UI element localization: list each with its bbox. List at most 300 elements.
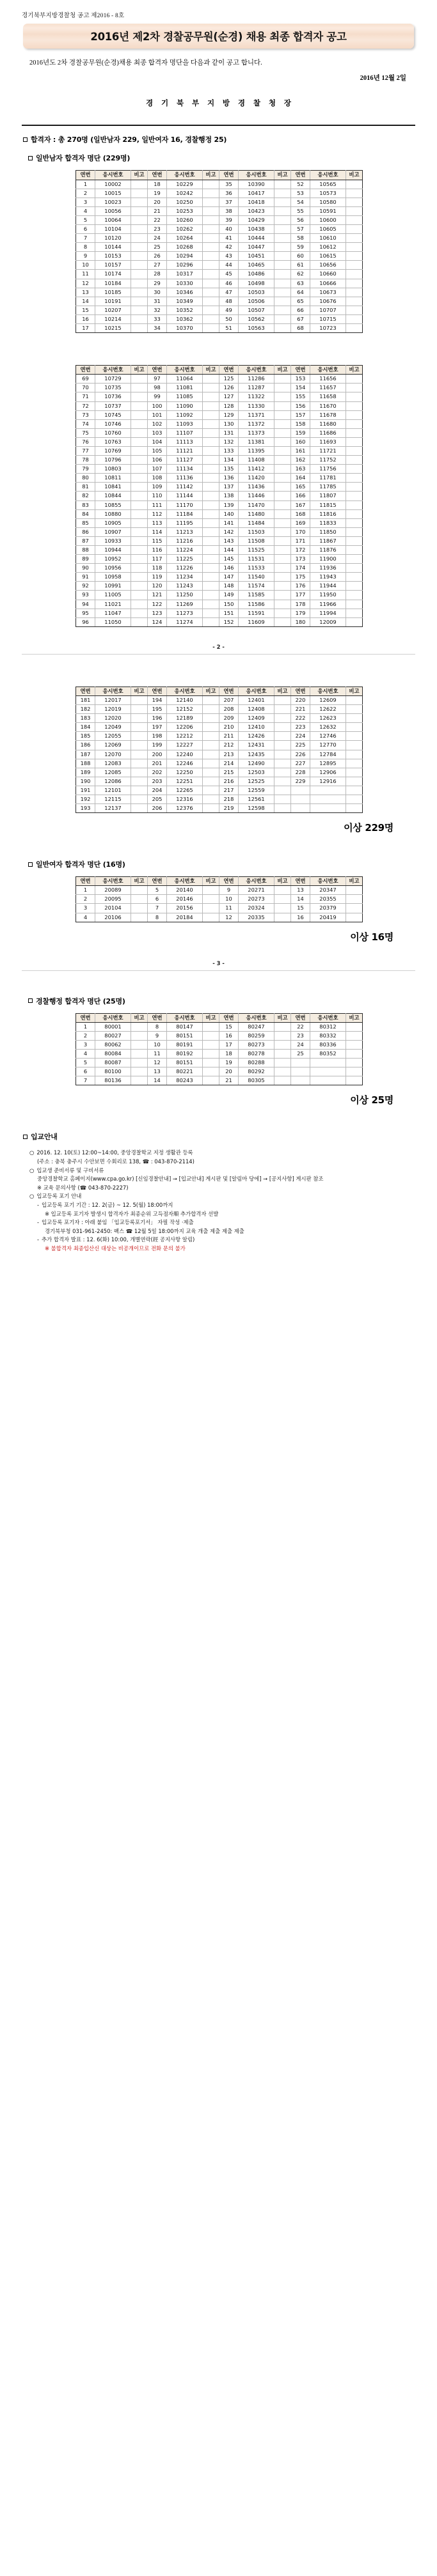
male-total: 이상 229명 [344, 822, 393, 834]
table-row [76, 456, 363, 465]
cell-remark [346, 215, 363, 224]
cell-exam-no: 20324 [239, 904, 274, 913]
cell-remark [131, 401, 148, 410]
cell-exam-no: 80084 [95, 1050, 131, 1059]
cell-seq: 87 [76, 536, 95, 545]
table-row [76, 904, 363, 913]
cell-remark [274, 1040, 291, 1049]
table-row [76, 252, 363, 261]
cell-exam-no: 10841 [95, 483, 131, 492]
cell-remark [131, 509, 148, 518]
cell-seq: 15 [76, 306, 95, 314]
cell-remark [203, 410, 219, 419]
cell-remark [203, 270, 219, 279]
cell-seq: 120 [148, 582, 167, 591]
cell-exam-no: 10465 [239, 261, 274, 270]
cell-seq: 201 [148, 759, 167, 768]
cell-seq: 144 [219, 546, 239, 555]
col-header-no: 연번 [76, 171, 95, 180]
cell-seq: 159 [291, 428, 310, 437]
cell-exam-no: 10745 [95, 410, 131, 419]
cell-remark [203, 456, 219, 465]
cell-remark [274, 759, 291, 768]
cell-exam-no: 80136 [95, 1076, 131, 1085]
col-header-no: 연번 [219, 687, 239, 695]
cell-exam-no: 11678 [310, 410, 346, 419]
cell-exam-no: 12561 [239, 795, 274, 803]
cell-remark [131, 768, 148, 777]
col-header-exam_no: 응시번호 [239, 366, 274, 375]
table-row [76, 474, 363, 483]
cell-exam-no: 80062 [95, 1040, 131, 1049]
cell-seq: 20 [219, 1067, 239, 1076]
cell-exam-no: 11184 [167, 509, 203, 518]
table-row [76, 384, 363, 392]
cell-exam-no: 10015 [95, 189, 131, 198]
cell-remark [131, 234, 148, 243]
cell-remark [346, 518, 363, 527]
cell-seq: 99 [148, 392, 167, 401]
cell-exam-no: 12376 [167, 804, 203, 813]
cell-remark [131, 261, 148, 270]
cell-exam-no: 11090 [167, 401, 203, 410]
cell-exam-no: 11064 [167, 375, 203, 384]
notice-documents-text: 입교생 준비서류 및 구비서류 [36, 1167, 104, 1174]
cell-seq: 96 [76, 617, 95, 626]
cell-exam-no: 80305 [239, 1076, 274, 1085]
cell-seq: 142 [219, 527, 239, 536]
cell-seq: 217 [219, 786, 239, 795]
cell-seq: 133 [219, 446, 239, 455]
col-header-remark: 비고 [274, 687, 291, 695]
cell-seq: 163 [291, 465, 310, 474]
cell-exam-no: 80292 [239, 1067, 274, 1076]
cell-exam-no: 10423 [239, 206, 274, 215]
cell-exam-no: 10907 [95, 527, 131, 536]
cell-exam-no: 12916 [310, 777, 346, 786]
table-row [76, 1067, 363, 1076]
cell-remark [203, 759, 219, 768]
cell-seq: 5 [76, 1059, 95, 1067]
cell-remark [346, 392, 363, 401]
cell-remark [346, 410, 363, 419]
cell-remark [346, 609, 363, 617]
cell-seq [291, 804, 310, 813]
cell-exam-no [310, 804, 346, 813]
cell-remark [131, 1050, 148, 1059]
male-table-1-wrap [23, 170, 415, 333]
cell-remark [131, 410, 148, 419]
cell-exam-no: 12137 [95, 804, 131, 813]
cell-seq: 154 [291, 384, 310, 392]
cell-exam-no: 11286 [239, 375, 274, 384]
notice-body [23, 1149, 415, 1253]
cell-seq: 164 [291, 474, 310, 483]
table-row [76, 527, 363, 536]
cell-exam-no: 80192 [167, 1050, 203, 1059]
cell-seq: 147 [219, 573, 239, 582]
col-header-exam_no: 응시번호 [95, 687, 131, 695]
notice-item-date [29, 1149, 415, 1158]
cell-exam-no: 11721 [310, 446, 346, 455]
cell-remark [131, 456, 148, 465]
cell-seq: 12 [219, 913, 239, 922]
horizontal-double-rule [22, 125, 415, 126]
cell-seq: 226 [291, 750, 310, 759]
cell-remark [131, 324, 148, 333]
cell-seq: 121 [148, 591, 167, 600]
cell-seq: 211 [219, 732, 239, 741]
cell-remark [203, 297, 219, 306]
cell-seq: 44 [219, 261, 239, 270]
cell-remark [274, 437, 291, 446]
cell-seq: 104 [148, 437, 167, 446]
cell-remark [274, 895, 291, 904]
cell-seq: 57 [291, 225, 310, 234]
cell-remark [131, 564, 148, 573]
cell-remark [131, 419, 148, 428]
cell-exam-no: 11480 [239, 509, 274, 518]
cell-exam-no: 10673 [310, 288, 346, 297]
cell-exam-no: 11508 [239, 536, 274, 545]
cell-exam-no: 10330 [167, 279, 203, 288]
cell-seq: 8 [148, 1022, 167, 1031]
table-row [76, 314, 363, 323]
cell-seq: 6 [76, 225, 95, 234]
square-bullet-icon [23, 1135, 28, 1139]
cell-seq: 30 [148, 288, 167, 297]
cell-seq: 222 [291, 714, 310, 723]
male-pass-list-table-3 [75, 687, 363, 813]
cell-seq: 140 [219, 509, 239, 518]
cell-remark [131, 270, 148, 279]
cell-remark [203, 546, 219, 555]
table-row [76, 913, 363, 922]
cell-remark [131, 582, 148, 591]
cell-seq: 122 [148, 600, 167, 609]
cell-remark [346, 234, 363, 243]
cell-seq: 5 [148, 886, 167, 895]
cell-remark [203, 492, 219, 500]
cell-exam-no: 11134 [167, 465, 203, 474]
cell-exam-no: 12426 [239, 732, 274, 741]
table-row [76, 392, 363, 401]
notice-item-announcement [37, 1236, 415, 1245]
table-row [76, 1059, 363, 1067]
cell-seq: 63 [291, 279, 310, 288]
cell-seq: 28 [148, 270, 167, 279]
table-row [76, 795, 363, 803]
table-row [76, 375, 363, 384]
cell-exam-no: 12189 [167, 714, 203, 723]
cell-exam-no: 11371 [239, 410, 274, 419]
cell-seq: 139 [219, 500, 239, 509]
cell-seq: 1 [76, 886, 95, 895]
col-header-no: 연번 [291, 877, 310, 886]
cell-seq: 146 [219, 564, 239, 573]
cell-exam-no: 12246 [167, 759, 203, 768]
table-row [76, 500, 363, 509]
cell-remark [346, 804, 363, 813]
cell-exam-no: 12906 [310, 768, 346, 777]
cell-seq: 14 [291, 895, 310, 904]
table-row [76, 741, 363, 750]
table-row [76, 324, 363, 333]
cell-exam-no: 11533 [239, 564, 274, 573]
cell-exam-no: 11372 [239, 419, 274, 428]
cell-remark [274, 306, 291, 314]
cell-remark [274, 705, 291, 714]
cell-exam-no: 11234 [167, 573, 203, 582]
col-header-no: 연번 [291, 171, 310, 180]
cell-remark [346, 777, 363, 786]
cell-exam-no: 12622 [310, 705, 346, 714]
cell-exam-no: 11850 [310, 527, 346, 536]
col-header-remark: 비고 [346, 366, 363, 375]
cell-remark [274, 786, 291, 795]
cell-exam-no: 10507 [239, 306, 274, 314]
cell-seq: 26 [148, 252, 167, 261]
table-row [76, 617, 363, 626]
cell-remark [346, 252, 363, 261]
cell-remark [203, 600, 219, 609]
cell-seq: 53 [291, 189, 310, 198]
square-bullet-icon [28, 156, 33, 160]
cell-exam-no: 10605 [310, 225, 346, 234]
cell-exam-no: 20095 [95, 895, 131, 904]
cell-exam-no: 11408 [239, 456, 274, 465]
cell-seq: 208 [219, 705, 239, 714]
cell-exam-no: 11785 [310, 483, 346, 492]
notice-item-withdrawal [29, 1192, 415, 1201]
document-number: 경기북부지방경찰청 공고 제2016 - 8호 [22, 13, 125, 19]
cell-remark [203, 437, 219, 446]
col-header-exam_no: 응시번호 [95, 877, 131, 886]
cell-remark [131, 474, 148, 483]
cell-remark [346, 695, 363, 704]
table-row [76, 714, 363, 723]
table-row [76, 428, 363, 437]
table-row [76, 886, 363, 895]
cell-exam-no: 10905 [95, 518, 131, 527]
cell-exam-no: 80247 [239, 1022, 274, 1031]
cell-seq: 181 [76, 695, 95, 704]
male-section-label: 일반남자 합격자 명단 (229명) [36, 154, 131, 163]
square-bullet-icon [28, 862, 33, 867]
cell-seq: 187 [76, 750, 95, 759]
col-header-no: 연번 [219, 877, 239, 886]
cell-exam-no: 20419 [310, 913, 346, 922]
cell-remark [346, 288, 363, 297]
cell-remark [203, 804, 219, 813]
cell-seq: 166 [291, 492, 310, 500]
cell-seq: 72 [76, 401, 95, 410]
cell-seq: 17 [219, 1040, 239, 1049]
cell-exam-no: 11944 [310, 582, 346, 591]
table-row [76, 1040, 363, 1049]
cell-seq: 188 [76, 759, 95, 768]
cell-seq: 42 [219, 243, 239, 252]
cell-exam-no: 12401 [239, 695, 274, 704]
notice-item-withdrawal-period [37, 1201, 415, 1210]
cell-seq: 7 [76, 234, 95, 243]
cell-exam-no: 10296 [167, 261, 203, 270]
cell-seq: 196 [148, 714, 167, 723]
cell-seq: 180 [291, 617, 310, 626]
cell-exam-no: 20335 [239, 913, 274, 922]
male-table-2-wrap [23, 365, 415, 627]
col-header-exam_no: 응시번호 [95, 1013, 131, 1022]
cell-remark [274, 546, 291, 555]
cell-exam-no: 10944 [95, 546, 131, 555]
cell-remark [346, 419, 363, 428]
cell-remark [203, 500, 219, 509]
notice-website-text: 중앙경찰학교 홈페이지(www.cpa.go.kr) [신임경찰안내] → [입교안내] 게시판 및 [알림마 당에] → [공지사항] 게시판 참조 [37, 1175, 324, 1183]
col-header-exam_no: 응시번호 [239, 171, 274, 180]
cell-exam-no: 11670 [310, 401, 346, 410]
cell-exam-no: 10185 [95, 288, 131, 297]
cell-seq: 184 [76, 723, 95, 732]
col-header-no: 연번 [148, 366, 167, 375]
square-bullet-icon [23, 137, 28, 142]
cell-remark [131, 1059, 148, 1067]
cell-exam-no: 11047 [95, 609, 131, 617]
cell-exam-no: 10763 [95, 437, 131, 446]
cell-remark [203, 279, 219, 288]
col-header-remark: 비고 [274, 877, 291, 886]
cell-remark [274, 555, 291, 564]
cell-exam-no: 10002 [95, 180, 131, 189]
cell-exam-no: 12408 [239, 705, 274, 714]
cell-remark [274, 279, 291, 288]
cell-remark [203, 1040, 219, 1049]
cell-seq: 82 [76, 492, 95, 500]
cell-exam-no: 80100 [95, 1067, 131, 1076]
cell-exam-no: 10952 [95, 555, 131, 564]
notice-announcement-text: 추가 합격자 발표 : 12. 6(화) 10:00, 개별연락(經 공지사항 알림) [42, 1236, 195, 1243]
cell-exam-no: 10498 [239, 279, 274, 288]
cell-seq: 209 [219, 714, 239, 723]
cell-seq: 3 [76, 198, 95, 206]
male-pass-list-table-2 [75, 365, 363, 627]
cell-remark [203, 1059, 219, 1067]
col-header-remark: 비고 [131, 877, 148, 886]
cell-exam-no: 10317 [167, 270, 203, 279]
cell-exam-no: 11833 [310, 518, 346, 527]
table-row [76, 555, 363, 564]
cell-exam-no: 11081 [167, 384, 203, 392]
cell-exam-no: 20104 [95, 904, 131, 913]
cell-exam-no: 10451 [239, 252, 274, 261]
cell-exam-no: 20355 [310, 895, 346, 904]
cell-exam-no: 10260 [167, 215, 203, 224]
cell-exam-no: 11807 [310, 492, 346, 500]
cell-remark [203, 1067, 219, 1076]
cell-exam-no: 80087 [95, 1059, 131, 1067]
cell-seq: 134 [219, 456, 239, 465]
table-row [76, 804, 363, 813]
cell-seq: 19 [219, 1059, 239, 1067]
cell-seq: 177 [291, 591, 310, 600]
cell-seq: 206 [148, 804, 167, 813]
cell-seq: 221 [291, 705, 310, 714]
cell-remark [203, 895, 219, 904]
cell-remark [346, 375, 363, 384]
admin-section-label: 경찰행정 합격자 명단 (25명) [36, 997, 125, 1005]
cell-seq: 21 [219, 1076, 239, 1085]
cell-exam-no: 12086 [95, 777, 131, 786]
table-row [76, 705, 363, 714]
cell-remark [131, 279, 148, 288]
cell-seq: 61 [291, 261, 310, 270]
cell-seq: 13 [148, 1067, 167, 1076]
dash-bullet-icon: - [37, 1219, 40, 1226]
cell-remark [274, 750, 291, 759]
cell-seq: 93 [76, 591, 95, 600]
cell-exam-no: 80288 [239, 1059, 274, 1067]
cell-seq: 160 [291, 437, 310, 446]
page-number-2: - 2 - [212, 643, 225, 650]
cell-exam-no: 12049 [95, 723, 131, 732]
cell-remark [203, 215, 219, 224]
cell-seq: 189 [76, 768, 95, 777]
cell-exam-no: 80259 [239, 1031, 274, 1040]
cell-remark [274, 314, 291, 323]
cell-seq: 136 [219, 474, 239, 483]
cell-remark [274, 180, 291, 189]
cell-remark [131, 904, 148, 913]
cell-seq: 173 [291, 555, 310, 564]
cell-remark [274, 714, 291, 723]
cell-remark [131, 732, 148, 741]
cell-exam-no: 80151 [167, 1059, 203, 1067]
cell-seq: 197 [148, 723, 167, 732]
cell-exam-no: 10735 [95, 384, 131, 392]
cell-remark [203, 206, 219, 215]
cell-exam-no: 11950 [310, 591, 346, 600]
cell-exam-no: 10153 [95, 252, 131, 261]
table-row [76, 600, 363, 609]
cell-exam-no: 80027 [95, 1031, 131, 1040]
cell-seq: 124 [148, 617, 167, 626]
cell-seq: 105 [148, 446, 167, 455]
table-row [76, 180, 363, 189]
cell-seq: 186 [76, 741, 95, 750]
cell-remark [203, 573, 219, 582]
cell-remark [346, 270, 363, 279]
cell-seq: 48 [219, 297, 239, 306]
cell-exam-no: 11656 [310, 375, 346, 384]
cell-seq: 33 [148, 314, 167, 323]
cell-remark [203, 261, 219, 270]
summary-heading [23, 134, 415, 144]
cell-remark [203, 225, 219, 234]
cell-remark [346, 465, 363, 474]
col-header-no: 연번 [148, 1013, 167, 1022]
cell-exam-no: 11225 [167, 555, 203, 564]
cell-exam-no: 12019 [95, 705, 131, 714]
cell-remark [203, 288, 219, 297]
cell-seq: 7 [148, 904, 167, 913]
cell-remark [346, 617, 363, 626]
cell-exam-no [310, 1059, 346, 1067]
cell-seq: 106 [148, 456, 167, 465]
cell-exam-no: 11586 [239, 600, 274, 609]
cell-remark [203, 609, 219, 617]
table-row [76, 206, 363, 215]
male-pass-list-table-1 [75, 170, 363, 333]
cell-remark [131, 600, 148, 609]
